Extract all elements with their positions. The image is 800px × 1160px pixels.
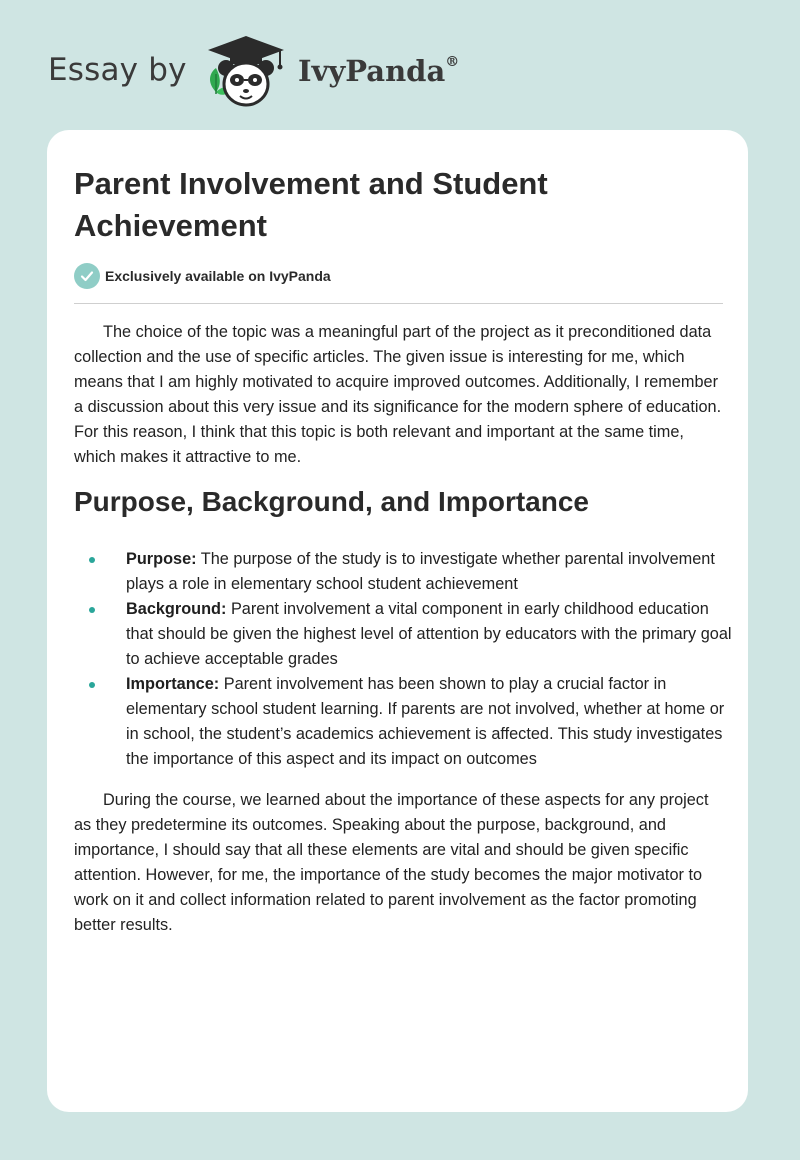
list-item [74,547,734,597]
brand-name: IvyPanda® [298,54,460,88]
exclusive-badge-label: Exclusively available on IvyPanda [105,268,331,284]
site-header [48,34,648,114]
panda-graduate-logo-icon [200,34,292,110]
bullet-dot-icon [89,607,95,613]
bullet-dot-icon [89,557,95,563]
section-heading: Purpose, Background, and Importance [74,486,589,517]
page-title: Parent Involvement and Student Achievement [74,166,548,243]
bullet-list [74,547,734,772]
exclusive-badge [74,263,331,289]
essay-by-label: Essay by [48,52,187,88]
registered-mark: ® [445,54,460,71]
bullet-label: Importance: [126,675,220,693]
list-item [74,672,734,772]
essay-card [47,130,748,1112]
check-icon [74,263,100,289]
intro-paragraph: The choice of the topic was a meaningful part of the project as it preconditioned data collection and the use of specific articles. The given issue is interesting for me, which means that I am highly motivated to acquire improved outcomes. Additionally, I remember a discussion about this very issue and its significance for the modern sphere of education. For this reason, I think that this topic is both relevant and important at the same time, which makes it attractive to me. [74,323,722,466]
bullet-label: Background: [126,600,227,618]
closing-paragraph: During the course, we learned about the importance of these aspects for any project as they predetermine its outcomes. Speaking about the purpose, background, and importance, I should say that all these elements are vital and should be given specific attention. However, for me, the importance of the study becomes the major motivator to work on it and collect information related to parent involvement as the factor promoting better results. [74,791,709,934]
bullet-text: The purpose of the study is to investigate whether parental involvement plays a role in elementary school student achievement [126,550,715,593]
bullet-text: Parent involvement a vital component in early childhood education that should be given the highest level of attention by educators with the primary goal to achieve acceptable grades [126,600,732,668]
divider [74,303,723,304]
bullet-label: Purpose: [126,550,197,568]
bullet-text: Parent involvement has been shown to play a crucial factor in elementary school student learning. If parents are not involved, whether at home or in school, the student’s academics achievement is affected. This study investigates the importance of this aspect and its impact on outcomes [126,675,725,768]
bullet-dot-icon [89,682,95,688]
list-item [74,597,734,672]
